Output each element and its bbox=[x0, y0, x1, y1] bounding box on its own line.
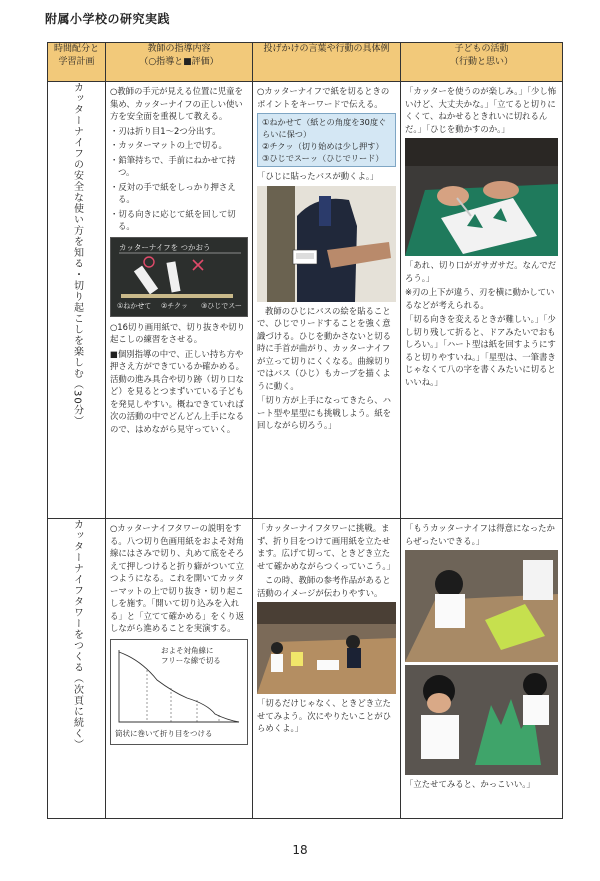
board-label-3: ③ひじでスー bbox=[201, 301, 242, 310]
col-header-children bbox=[401, 43, 563, 82]
prompt-quote: 「切り方が上手になってきたら、ハート型や星型にも挑戦しよう。紙を回しながら切ろう。」 bbox=[257, 395, 391, 430]
unit-title-1: カッターナイフの安全な使い方を知る・切り起こしを楽しむ（30分） bbox=[71, 82, 83, 427]
col-header-guidance-text: 教師の指導内容 （○指導と■評価） bbox=[139, 44, 219, 67]
prompt-quote: 「切るだけじゃなく、ときどき立たせてみよう。次にやりたいことがひらめくよ。」 bbox=[257, 698, 391, 733]
page-header: 附属小学校の研究実践 bbox=[45, 12, 171, 26]
child-quote: 「切る向きを変えるときが難しい。」「少し切り残して折ると、ドアみたいでおもしろい。」「ハート型は紙を回すようにすると切りやすいね。」「星型は、一筆書きじゃなくて八の字を書くみたいに切るといいね。」 bbox=[405, 314, 556, 387]
classroom-photo bbox=[257, 602, 396, 694]
col-header-children-text: 子どもの活動 （行動と思い） bbox=[449, 44, 513, 67]
prompts-cell-1 bbox=[253, 82, 401, 519]
keyword-3: ③ひじでスーッ（ひじでリード） bbox=[262, 153, 384, 163]
classroom-illustration bbox=[257, 602, 396, 694]
child-tower-photo bbox=[405, 665, 558, 775]
prompt-text: 「カッターナイフタワーに挑戦。まず、折り目をつけて画用紙を立たせます。広げて切って、ときどき立たせて確かめながらつくっていこう。」 bbox=[257, 523, 395, 571]
list-item: ・刃は折り目1～2つ分出す。 bbox=[110, 125, 221, 136]
child-quote: 「あれ、切り口がガサガサだ。なんでだろう。」 bbox=[405, 260, 557, 283]
board-label-2: ②チクッ bbox=[161, 301, 188, 310]
child-quote: 「もうカッターナイフは得意になったからぜったいできる。」 bbox=[405, 523, 555, 546]
list-item: ・反対の手で紙をしっかり押さえる。 bbox=[110, 181, 236, 204]
col-header-time bbox=[48, 43, 106, 82]
keyword-box bbox=[257, 113, 396, 167]
guidance-text: ○16切り画用紙で、切り抜きや切り起こしの練習をさせる。 bbox=[110, 321, 246, 344]
col-header-time-text: 時間配分と 学習計画 bbox=[53, 44, 99, 67]
prompt-text: ○カッターナイフで紙を切るときのポイントをキーワードで伝える。 bbox=[257, 86, 390, 109]
col-header-guidance bbox=[106, 43, 253, 82]
col-header-prompts bbox=[253, 43, 401, 82]
table-row bbox=[48, 519, 563, 819]
prompt-text: この時、教師の参考作品があると活動のイメージが伝わりやすい。 bbox=[257, 575, 391, 598]
board-label-1: ①ねかせて bbox=[117, 301, 152, 310]
unit-title-2: カッターナイフタワーをつくる（次頁に続く） bbox=[71, 519, 83, 750]
table-header-row bbox=[48, 43, 563, 82]
keyword-1: ①ねかせて（紙との角度を30度ぐらいに保つ） bbox=[262, 117, 387, 139]
guidance-text: ○教師の手元が見える位置に児童を集め、カッターナイフの正しい使い方を安全面を重視して教える。 bbox=[110, 86, 243, 121]
prompt-text: 教師のひじにバスの絵を貼ることで、ひじでリードすることを強く意識づける。ひじを動かさないと切る時に手首が曲がり、カッターナイフが立って切りにくくなる。曲線切りではバス（ひじ）もカーブを描くように動く。 bbox=[257, 305, 391, 391]
child-quote: 「立たせてみると、かっこいい。」 bbox=[405, 779, 535, 789]
sketch-label-roll: 筒状に巻いて折り目をつける bbox=[115, 728, 213, 738]
guidance-text: ■個別指導の中で、正しい持ち方や押さえ方ができているか確かめる。活動の進み具合や切り跡（切り口など）を見るとつまずいている子どもを発見しやすい。概ねできていれば次の活動の中でどんどん上手になるので、はめながら見守っていく。 bbox=[110, 348, 244, 434]
board-title: カッターナイフを つかおう bbox=[119, 242, 211, 252]
sketch-label-diagonal: およそ対角線に フリーな線で切る bbox=[161, 645, 221, 665]
guidance-text: ○カッターナイフタワーの説明をする。八つ切り色画用紙をおよそ対角線にはさみで切り、丸めて底をそろえて押しつけると折り癖がついて立つようになる。これを開いてカッターマットの上で切り抜き・切り起こしを施す。「開いて切り込みを入れる」と「立てて確かめる」をくり返しながら進めることを実演する。 bbox=[110, 523, 244, 633]
keyword-2: ②チクッ（切り始めは少し押す） bbox=[262, 141, 384, 151]
tower-sketch bbox=[110, 639, 248, 745]
prompts-cell-2 bbox=[253, 519, 401, 819]
child-cutting-photo bbox=[405, 138, 558, 256]
child-working-illustration bbox=[405, 550, 558, 662]
blackboard-photo bbox=[110, 237, 248, 317]
teacher-arm-illustration bbox=[257, 186, 396, 302]
children-cell-2 bbox=[401, 519, 563, 819]
child-quote: 「カッターを使うのが楽しみ。」「少し怖いけど、大丈夫かな。」「立てると切りにくくて、ねかせるときれいに切れるんだ。」「ひじを動かすのか。」 bbox=[405, 86, 557, 134]
col-header-prompts-text: 投げかけの言葉や行動の具体例 bbox=[263, 44, 390, 54]
prompt-quote: 「ひじに貼ったバスが動くよ。」 bbox=[257, 171, 379, 181]
table-row bbox=[48, 82, 563, 519]
children-cell-1 bbox=[401, 82, 563, 519]
guidance-cell-2 bbox=[106, 519, 253, 819]
teacher-elbow-photo bbox=[257, 186, 396, 302]
unit-cell-2 bbox=[48, 519, 106, 819]
child-working-photo bbox=[405, 550, 558, 662]
guidance-cell-1 bbox=[106, 82, 253, 519]
list-item: ・切る向きに応じて紙を回して切る。 bbox=[110, 208, 236, 231]
unit-cell-1 bbox=[48, 82, 106, 519]
page-number: 18 bbox=[292, 843, 308, 857]
list-item: ・カッターマットの上で切る。 bbox=[110, 140, 227, 150]
child-cutting-illustration bbox=[405, 138, 558, 256]
child-note: ※刃の上下が違う、刃を横に動かしているなどが考えられる。 bbox=[405, 287, 555, 310]
child-tower-illustration bbox=[405, 665, 558, 775]
list-item: ・鉛筆持ちで、手前にねかせて持つ。 bbox=[110, 154, 236, 177]
lesson-table bbox=[47, 42, 563, 819]
